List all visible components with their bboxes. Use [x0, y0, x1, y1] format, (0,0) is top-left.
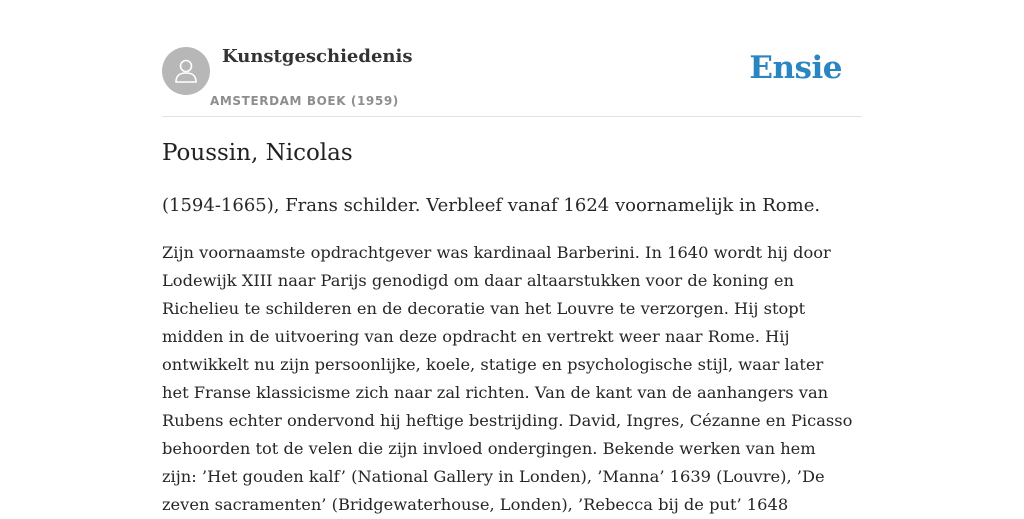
brand-logo[interactable]: Ensie [749, 50, 842, 86]
body-line: het Franse klassicisme zich naar zal richten. Van de kant van de aanhangers van [162, 383, 829, 402]
body-line: zeven sacramenten’ (Bridgewaterhouse, Londen), ’Rebecca bij de put’ 1648 [162, 495, 789, 514]
body-line: ontwikkelt nu zijn persoonlijke, koele, statige en psychologische stijl, waar later [162, 355, 824, 374]
source-label: AMSTERDAM BOEK (1959) [210, 94, 399, 108]
body-line: zijn: ’Het gouden kalf’ (National Gallery in Londen), ’Manna’ 1639 (Louvre), ’De [162, 467, 825, 486]
body-line: midden in de uitvoering van deze opdracht en vertrekt weer naar Rome. Hij [162, 327, 790, 346]
category-label[interactable]: Kunstgeschiedenis [222, 46, 413, 67]
body-line: Lodewijk XIII naar Parijs genodigd om daar altaarstukken voor de koning en [162, 271, 794, 290]
avatar[interactable] [162, 47, 210, 95]
body-line: behoorden tot de velen die zijn invloed ondergingen. Bekende werken van hem [162, 439, 816, 458]
intro-paragraph: (1594-1665), Frans schilder. Verbleef vanaf 1624 voornamelijk in Rome. [162, 195, 821, 216]
page-title: Poussin, Nicolas [162, 140, 353, 166]
body-line: Zijn voornaamste opdrachtgever was kardinaal Barberini. In 1640 wordt hij door [162, 243, 831, 262]
body-paragraph [162, 239, 862, 519]
article-header [162, 0, 862, 117]
body-line: Rubens echter ondervond hij heftige bestrijding. David, Ingres, Cézanne en Picasso [162, 411, 853, 430]
user-icon [171, 56, 201, 86]
body-line: Richelieu te schilderen en de decoratie van het Louvre te verzorgen. Hij stopt [162, 299, 806, 318]
article-page [162, 0, 862, 514]
